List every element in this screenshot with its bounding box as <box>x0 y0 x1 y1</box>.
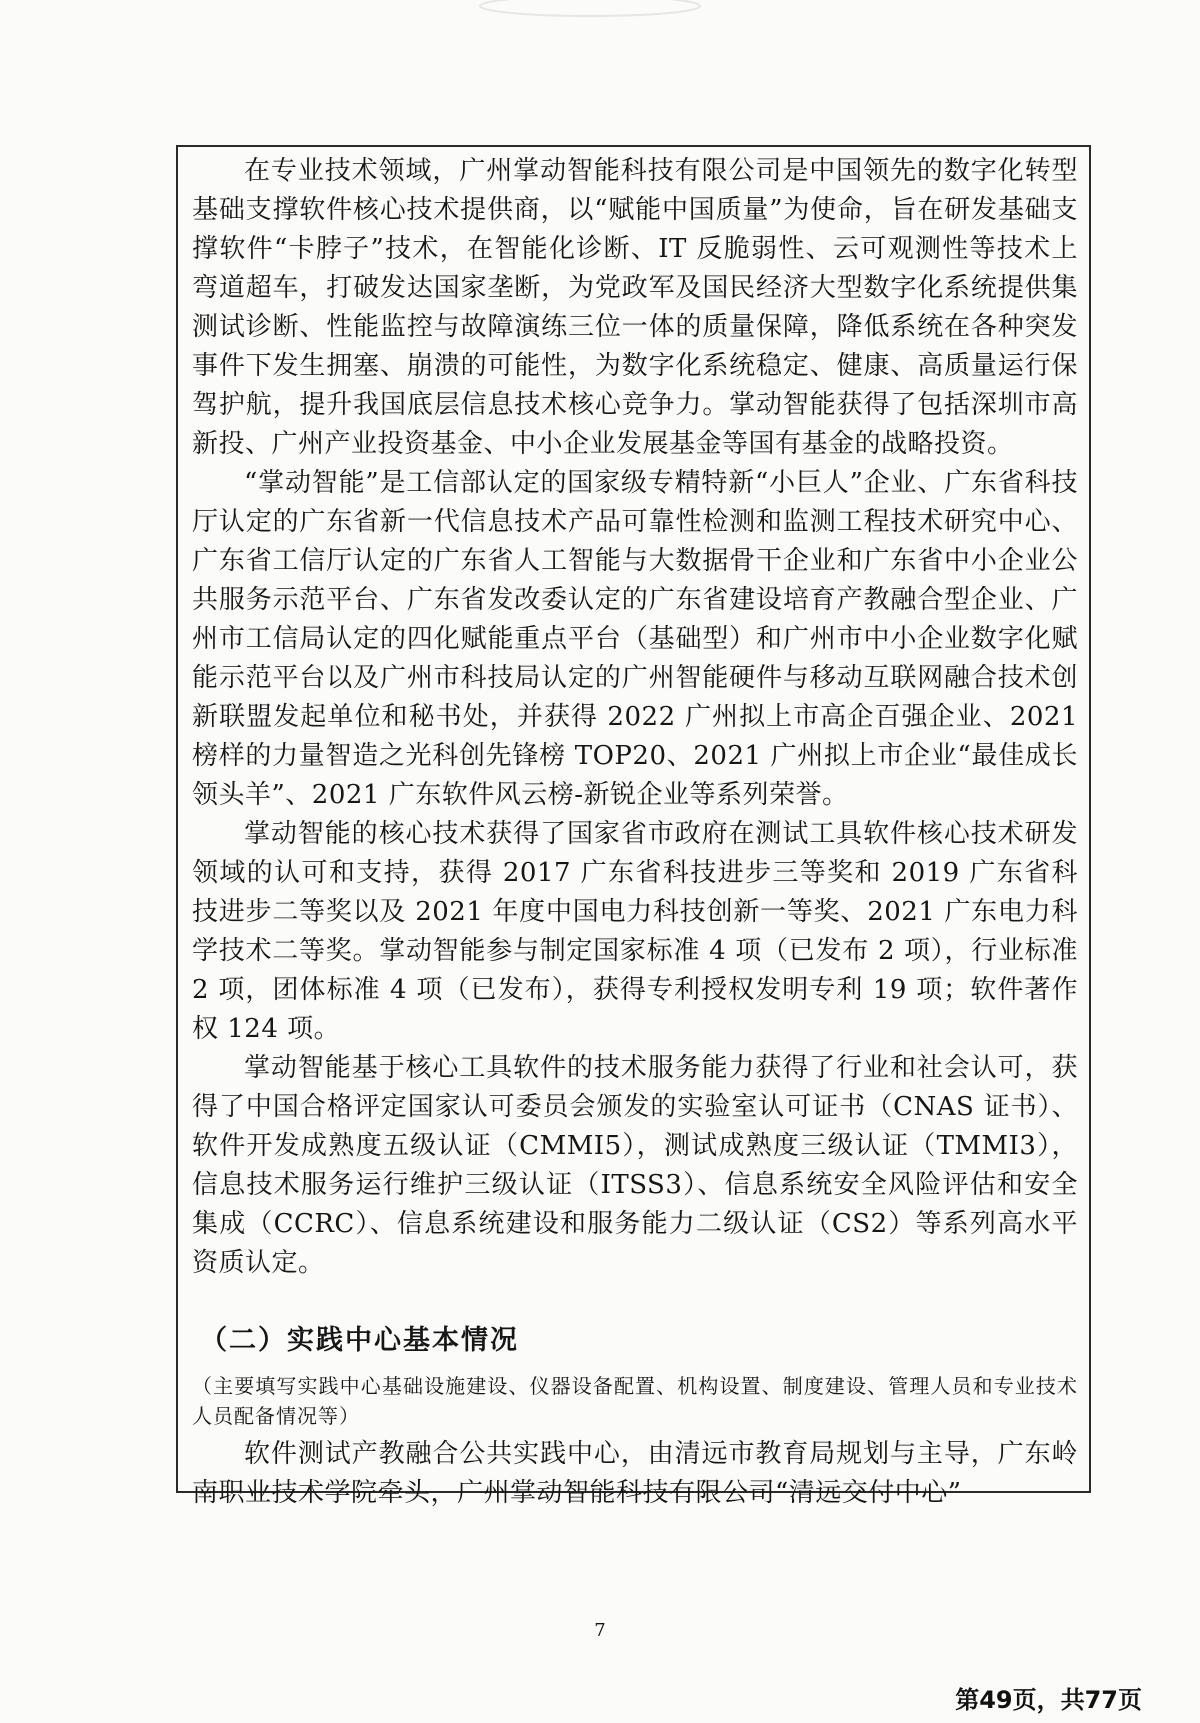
page-number: 7 <box>594 1620 606 1641</box>
section-heading: （二）实践中心基本情况 <box>200 1325 519 1356</box>
faded-stamp-mark <box>470 0 710 20</box>
paragraph-core-technology: 掌动智能的核心技术获得了国家省市政府在测试工具软件核心技术研发领域的认可和支持，获得 2017 广东省科技进步三等奖和 2019 广东省科技进步二等奖以及 2021 年度中国电力科技创新一等奖、2021 广东电力科学技术二等奖。掌动智能参与制定国家标准 4 项（已发布 2 项），行业标准 2 项，团体标准 4 项（已发布），获得专利授权发明专利 19 项；软件著作权 124 项。 <box>192 819 1078 1044</box>
page-counter: 第49页，共77页 <box>955 1686 1142 1714</box>
section-note: （主要填写实践中心基础设施建设、仪器设备配置、机构设置、制度建设、管理人员和专业技术人员配备情况等） <box>192 1374 1078 1428</box>
paragraph-honors: “掌动智能”是工信部认定的国家级专精特新“小巨人”企业、广东省科技厅认定的广东省新一代信息技术产品可靠性检测和监测工程技术研究中心、广东省工信厅认定的广东省人工智能与大数据骨干企业和广东省中小企业公共服务示范平台、广东省发改委认定的广东省建设培育产教融合型企业、广州市工信局认定的四化赋能重点平台（基础型）和广州市中小企业数字化赋能示范平台以及广州市科技局认定的广州智能硬件与移动互联网融合技术创新联盟发起单位和秘书处，并获得 2022 广州拟上市高企百强企业、2021 榜样的力量智造之光科创先锋榜 TOP20、2021 广州拟上市企业“最佳成长领头羊”、2021 广东软件风云榜-新锐企业等系列荣誉。 <box>192 468 1078 810</box>
paragraph-company-overview: 在专业技术领域，广州掌动智能科技有限公司是中国领先的数字化转型基础支撑软件核心技术提供商，以“赋能中国质量”为使命，旨在研发基础支撑软件“卡脖子”技术，在智能化诊断、IT 反脆弱性、云可观测性等技术上弯道超车，打破发达国家垄断，为党政军及国民经济大型数字化系统提供集测试诊断、性能监控与故障演练三位一体的质量保障，降低系统在各种突发事件下发生拥塞、崩溃的可能性，为数字化系统稳定、健康、高质量运行保驾护航，提升我国底层信息技术核心竞争力。掌动智能获得了包括深圳市高新投、广州产业投资基金、中小企业发展基金等国有基金的战略投资。 <box>192 156 1078 459</box>
paragraph-practice-center: 软件测试产教融合公共实践中心，由清远市教育局规划与主导，广东岭南职业技术学院牵头，广州掌动智能科技有限公司“清远交付中心” <box>192 1439 1078 1508</box>
document-body <box>192 152 1078 1513</box>
paragraph-certifications: 掌动智能基于核心工具软件的技术服务能力获得了行业和社会认可，获得了中国合格评定国家认可委员会颁发的实验室认可证书（CNAS 证书）、软件开发成熟度五级认证（CMMI5），测试成熟度三级认证（TMMI3），信息技术服务运行维护三级认证（ITSS3）、信息系统安全风险评估和安全集成（CCRC）、信息系统建设和服务能力二级认证（CS2）等系列高水平资质认定。 <box>192 1053 1078 1278</box>
